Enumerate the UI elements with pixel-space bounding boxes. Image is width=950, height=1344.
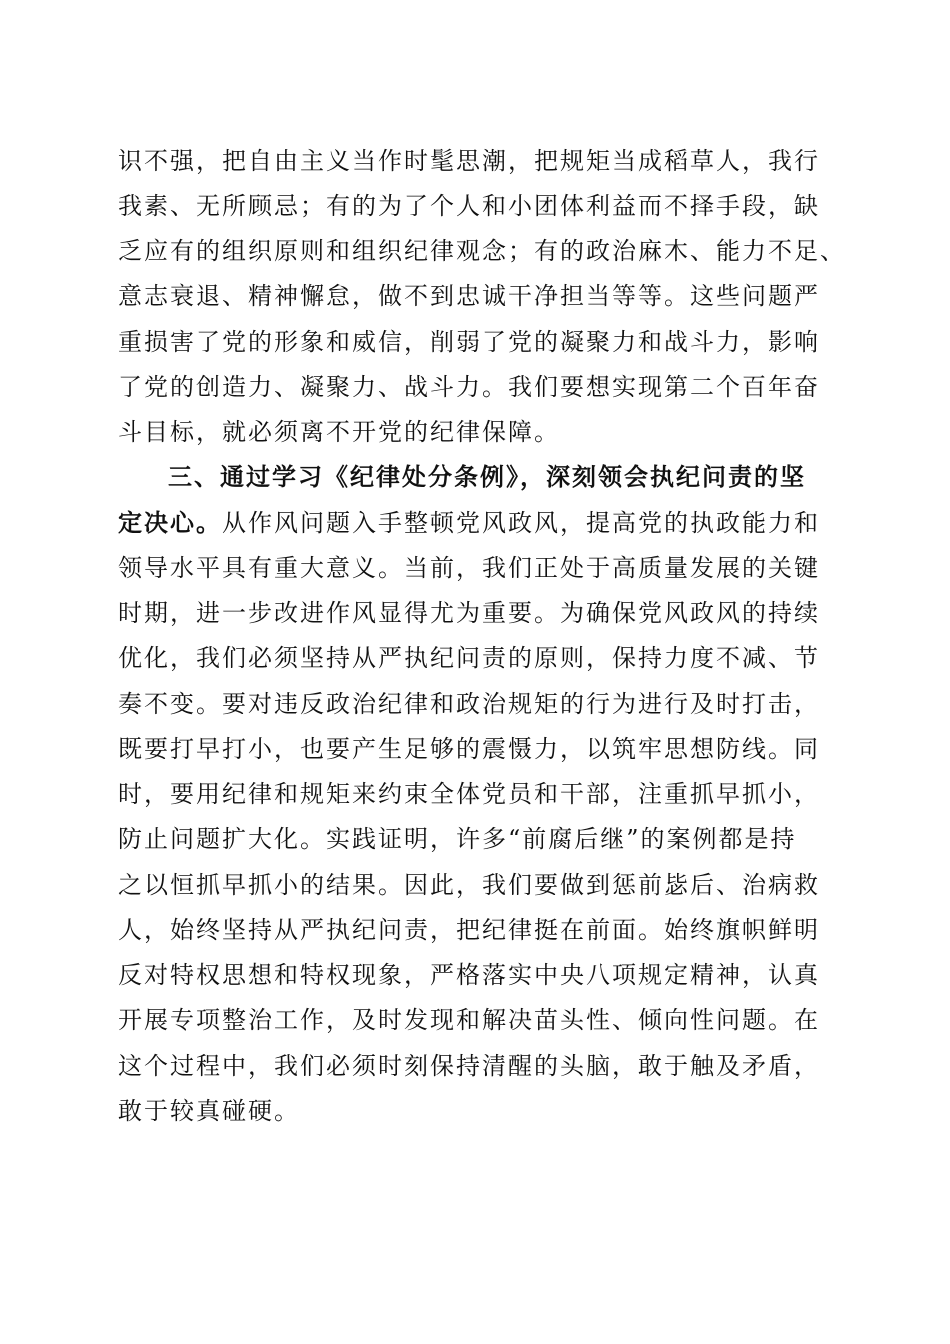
text-segment: 从作风问题入手整顿党风政风，提高党的执政能力和 [222,509,820,537]
text-line: 开展专项整治工作，及时发现和解决苗头性、倾向性问题。在 [118,1006,820,1034]
text-line: 了党的创造力、凝聚力、战斗力。我们要想实现第二个百年奋 [118,373,820,401]
section-heading-end: 定决心。 [118,508,222,537]
text-line: 时期，进一步改进作风显得尤为重要。为确保党风政风的持续 [118,599,820,627]
text-line: 敢于较真碰硬。 [118,1097,300,1125]
text-line: 既要打早打小，也要产生足够的震慑力，以筑牢思想防线。同 [118,735,820,763]
text-line: 领导水平具有重大意义。当前，我们正处于高质量发展的关键 [118,554,820,582]
text-line: 之以恒抓早抓小的结果。因此，我们要做到惩前毖后、治病救 [118,871,820,899]
text-line [118,505,820,541]
text-line: 优化，我们必须坚持从严执纪问责的原则，保持力度不减、节 [118,644,820,672]
text-line: 意志衰退、精神懈怠，做不到忠诚干净担当等等。这些问题严 [118,282,820,310]
text-line: 我素、无所顾忌；有的为了个人和小团体利益而不择手段，缺 [118,192,820,220]
text-line: 奏不变。要对违反政治纪律和政治规矩的行为进行及时打击， [118,690,820,718]
text-line: 反对特权思想和特权现象，严格落实中央八项规定精神，认真 [118,961,820,989]
text-line: 这个过程中，我们必须时刻保持清醒的头脑，敢于触及矛盾， [118,1052,820,1080]
text-line: 重损害了党的形象和威信，削弱了党的凝聚力和战斗力，影响 [118,328,820,356]
text-line: 时，要用纪律和规矩来约束全体党员和干部，注重抓早抓小， [118,780,820,808]
text-line: 识不强，把自由主义当作时髦思潮，把规矩当成稻草人，我行 [118,147,820,175]
text-line: 人，始终坚持从严执纪问责，把纪律挺在前面。始终旗帜鲜明 [118,916,820,944]
text-line: 乏应有的组织原则和组织纪律观念；有的政治麻木、能力不足、 [118,237,846,265]
text-line: 防止问题扩大化。实践证明，许多“前腐后继”的案例都是持 [118,825,797,853]
section-heading: 三、通过学习《纪律处分条例》，深刻领会执纪问责的坚 [168,462,806,491]
text-line: 斗目标，就必须离不开党的纪律保障。 [118,418,560,446]
